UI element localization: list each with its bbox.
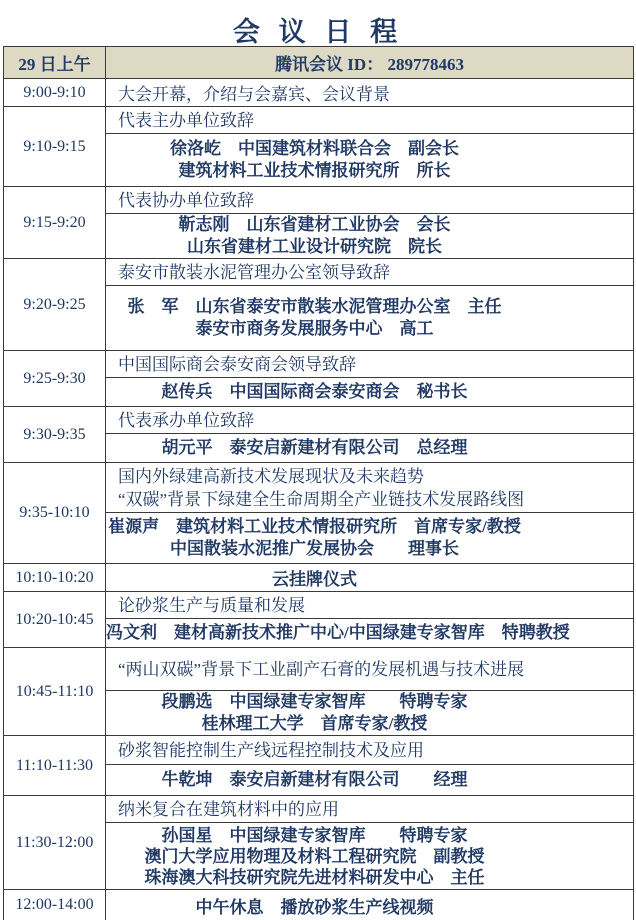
- topic-cell: [106, 463, 634, 513]
- topic-line: “两山双碳”背景下工业副产石膏的发展机遇与技术进展: [118, 659, 525, 679]
- time-cell: 9:15-9:20: [4, 187, 106, 259]
- time-cell: 11:30-12:00: [4, 796, 106, 890]
- speaker-line: 张 军 山东省泰安市散装水泥管理办公室 主任: [127, 297, 502, 316]
- speaker-cell: [106, 134, 634, 187]
- speaker-line: 桂林理工大学 首席专家/教授: [201, 714, 428, 733]
- speaker-line: 崔源声 建筑材料工业技术情报研究所 首席专家/教授: [108, 517, 521, 536]
- time-cell: 11:10-11:30: [4, 736, 106, 796]
- speaker-line: 段鹏选 中国绿建专家智库 特聘专家: [161, 692, 468, 711]
- topic-cell: [106, 259, 634, 286]
- table-row: [4, 796, 634, 823]
- time-cell: 9:00-9:10: [4, 79, 106, 107]
- topic-line: 砂浆智能控制生产线远程控制技术及应用: [118, 740, 424, 760]
- topic-cell: [106, 407, 634, 434]
- event-cell: 云挂牌仪式: [106, 564, 634, 592]
- topic-line: 代表主办单位致辞: [118, 110, 254, 130]
- event-cell: 中午休息 播放砂浆生产线视频: [106, 890, 634, 920]
- topic-cell: [106, 107, 634, 134]
- time-cell: 9:20-9:25: [4, 259, 106, 351]
- schedule-table: [3, 46, 634, 920]
- topic-line: 论砂浆生产与质量和发展: [118, 595, 305, 615]
- table-row: [4, 351, 634, 378]
- speaker-line: 澳门大学应用物理及材料工程研究院 副教授: [144, 846, 485, 866]
- speaker-line: 泰安市商务发展服务中心 高工: [195, 319, 434, 338]
- table-row: [4, 187, 634, 214]
- table-row: [4, 259, 634, 286]
- speaker-line: 徐洛屹 中国建筑材料联合会 副会长: [170, 139, 459, 158]
- topic-line: 泰安市散装水泥管理办公室领导致辞: [118, 262, 390, 282]
- topic-line: 中国国际商会泰安商会领导致辞: [118, 354, 356, 374]
- table-row: [4, 592, 634, 619]
- speaker-cell: [106, 823, 634, 890]
- speaker-line: 胡元平 泰安启新建材有限公司 总经理: [161, 438, 468, 457]
- time-cell: 10:45-11:10: [4, 648, 106, 736]
- table-row: [4, 107, 634, 134]
- time-cell: 10:10-10:20: [4, 564, 106, 592]
- page-title: 会 议 日 程: [232, 17, 404, 47]
- speaker-cell: [106, 434, 634, 463]
- session-header-cell: 29 日上午: [4, 47, 106, 79]
- time-cell: 9:25-9:30: [4, 351, 106, 407]
- speaker-line: 山东省建材工业设计研究院 院长: [187, 237, 442, 256]
- meeting-id-cell: 腾讯会议 ID： 289778463: [106, 47, 634, 79]
- topic-cell: [106, 736, 634, 765]
- speaker-cell: [106, 286, 634, 351]
- speaker-line: 中国散装水泥推广发展协会 理事长: [170, 539, 459, 558]
- speaker-cell: [106, 765, 634, 796]
- speaker-line: 靳志刚 山东省建材工业协会 会长: [178, 215, 451, 234]
- time-cell: 12:00-14:00: [4, 890, 106, 920]
- time-cell: 9:30-9:35: [4, 407, 106, 463]
- topic-cell: [106, 187, 634, 214]
- topic-cell: [106, 796, 634, 823]
- table-row: [4, 79, 634, 107]
- table-row: [4, 648, 634, 691]
- speaker-cell: [106, 378, 634, 407]
- topic-line: 国内外绿建高新技术发展现状及未来趋势: [118, 466, 424, 486]
- table-row: [4, 407, 634, 434]
- topic-cell: [106, 351, 634, 378]
- table-header-row: [4, 47, 634, 79]
- table-row: [4, 564, 634, 592]
- topic-cell: [106, 592, 634, 619]
- speaker-line: 建筑材料工业技术情报研究所 所长: [178, 161, 451, 180]
- time-cell: 9:35-10:10: [4, 463, 106, 564]
- speaker-cell: [106, 513, 634, 564]
- speaker-line: 牛乾坤 泰安启新建材有限公司 经理: [161, 770, 468, 789]
- topic-line: 纳米复合在建筑材料中的应用: [118, 799, 339, 819]
- speaker-line: 冯文利 建材高新技术推广中心/中国绿建专家智库 特聘教授: [106, 623, 570, 642]
- speaker-line: 孙国星 中国绿建专家智库 特聘专家: [161, 825, 468, 845]
- topic-line: 代表承办单位致辞: [118, 410, 254, 430]
- speaker-line: 赵传兵 中国国际商会泰安商会 秘书长: [161, 382, 468, 401]
- topic-line: “双碳”背景下绿建全生命周期全产业链技术发展路线图: [118, 489, 525, 509]
- topic-cell: [106, 648, 634, 691]
- table-row: [4, 463, 634, 513]
- speaker-line: 珠海澳大科技研究院先进材料研发中心 主任: [144, 867, 485, 887]
- speaker-cell: [106, 619, 634, 648]
- time-cell: 9:10-9:15: [4, 107, 106, 187]
- topic-line: 代表协办单位致辞: [118, 190, 254, 210]
- table-row: [4, 736, 634, 765]
- speaker-cell: [106, 214, 634, 259]
- opening-cell: 大会开幕，介绍与会嘉宾、会议背景: [106, 79, 634, 107]
- time-cell: 10:20-10:45: [4, 592, 106, 648]
- speaker-cell: [106, 691, 634, 736]
- table-row: [4, 890, 634, 920]
